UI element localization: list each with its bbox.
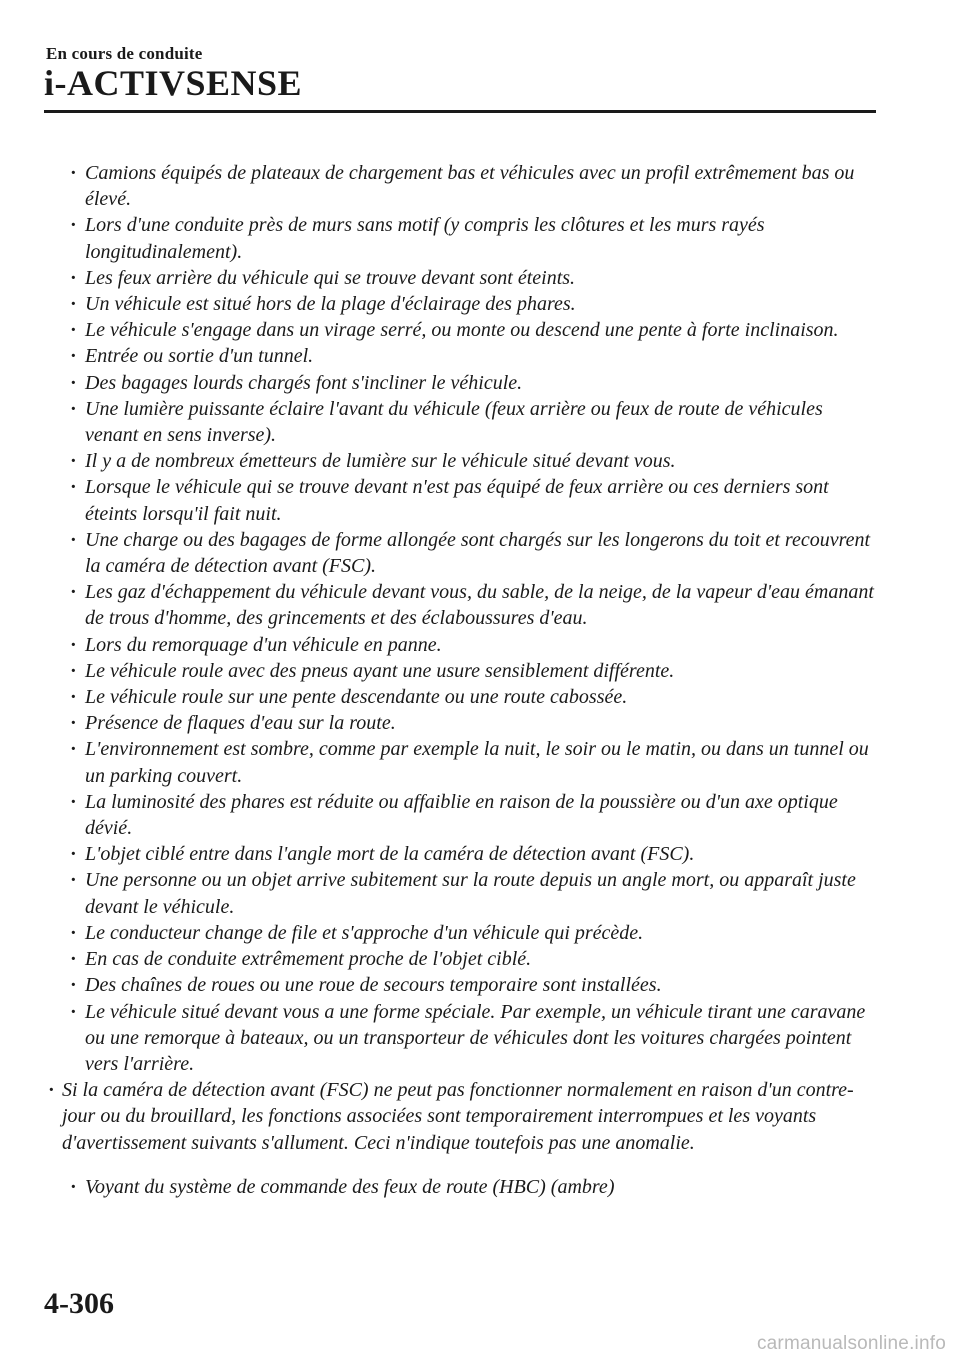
list-item <box>48 343 878 369</box>
list-item <box>48 474 878 526</box>
main-bullet-item <box>48 1077 878 1156</box>
list-item-text: Lors du remorquage d'un véhicule en panne. <box>85 633 442 656</box>
conditions-list <box>48 160 878 1077</box>
list-item-text: L'objet ciblé entre dans l'angle mort de la caméra de détection avant (FSC). <box>85 843 695 866</box>
bullet-mark: · <box>70 921 77 944</box>
bullet-mark: · <box>70 790 77 813</box>
list-item <box>48 212 878 264</box>
bullet-mark: · <box>70 738 77 761</box>
list-item <box>48 789 878 841</box>
list-item-text: En cas de conduite extrêmement proche de l'objet ciblé. <box>85 948 532 971</box>
bullet-mark: · <box>70 319 77 342</box>
list-item <box>48 1174 878 1200</box>
list-item <box>48 684 878 710</box>
indicator-list <box>48 1174 878 1200</box>
bullet-mark: · <box>70 371 77 394</box>
list-item <box>48 972 878 998</box>
page-number: 4-306 <box>44 1287 114 1320</box>
list-item-text: Voyant du système de commande des feux de route (HBC) (ambre) <box>85 1175 615 1198</box>
list-item-text: La luminosité des phares est réduite ou affaiblie en raison de la poussière ou d'un axe optique dévié. <box>85 790 838 840</box>
bullet-mark: · <box>70 659 77 682</box>
list-item <box>48 999 878 1078</box>
list-item-text: Lors d'une conduite près de murs sans motif (y compris les clôtures et les murs rayés longitudinalement). <box>85 214 765 263</box>
list-item-text: Il y a de nombreux émetteurs de lumière sur le véhicule situé devant vous. <box>85 450 676 473</box>
list-item <box>48 946 878 972</box>
list-item-text: Le véhicule s'engage dans un virage serré, ou monte ou descend une pente à forte inclinaison. <box>85 319 839 342</box>
list-item <box>48 710 878 736</box>
list-item-text: Le véhicule roule sur une pente descendante ou une route cabossée. <box>85 686 628 709</box>
list-item-text: Les gaz d'échappement du véhicule devant vous, du sable, de la neige, de la vapeur d'eau émanant de trous d'homme, des grincements et des éclaboussures d'eau. <box>85 581 874 630</box>
list-item <box>48 291 878 317</box>
list-item <box>48 265 878 291</box>
page-title: i-ACTIVSENSE <box>44 63 303 103</box>
list-item-text: Camions équipés de plateaux de chargement bas et véhicules avec un profil extrêmement bas ou élevé. <box>85 162 855 211</box>
bullet-mark: · <box>70 974 77 997</box>
list-item-text: Le véhicule situé devant vous a une forme spéciale. Par exemple, un véhicule tirant une caravane ou une remorque à bateaux, ou un transporteur de véhicules dont les voitures chargées pointent vers l'arrière. <box>85 1000 866 1075</box>
list-item <box>48 396 878 448</box>
list-item <box>48 632 878 658</box>
bullet-mark: · <box>70 214 77 237</box>
list-item <box>48 867 878 919</box>
bullet-mark: · <box>70 266 77 289</box>
bullet-mark: · <box>70 397 77 420</box>
list-item-text: Une lumière puissante éclaire l'avant du véhicule (feux arrière ou feux de route de véhicules venant en sens inverse). <box>85 397 823 447</box>
bullet-mark: · <box>70 633 77 656</box>
main-bullet-text: Si la caméra de détection avant (FSC) ne peut pas fonctionner normalement en raison d'un contre-jour ou du brouillard, les fonctions associées sont temporairement interrompues et les voyants d'avertissement suivants s'allument. Ceci n'indique toutefois pas une anomalie. <box>62 1079 854 1154</box>
list-item <box>48 527 878 579</box>
bullet-mark: · <box>70 450 77 473</box>
list-item-text: Des chaînes de roues ou une roue de secours temporaire sont installées. <box>85 974 662 997</box>
bullet-mark: · <box>70 1000 77 1023</box>
header-divider <box>44 110 876 113</box>
bullet-mark: · <box>70 948 77 971</box>
main-content <box>48 160 878 1200</box>
list-item <box>48 370 878 396</box>
list-item-text: Des bagages lourds chargés font s'incliner le véhicule. <box>85 371 523 394</box>
bullet-mark: · <box>70 581 77 604</box>
list-item <box>48 579 878 631</box>
list-item-text: Les feux arrière du véhicule qui se trouve devant sont éteints. <box>85 266 576 289</box>
list-item <box>48 448 878 474</box>
bullet-mark: · <box>70 843 77 866</box>
list-item-text: Le conducteur change de file et s'approche d'un véhicule qui précède. <box>85 921 644 944</box>
list-item-text: Le véhicule roule avec des pneus ayant une usure sensiblement différente. <box>85 659 675 682</box>
list-item-text: Une charge ou des bagages de forme allongée sont chargés sur les longerons du toit et recouvrent la caméra de détection avant (FSC). <box>85 528 871 578</box>
list-item-text: Un véhicule est situé hors de la plage d'éclairage des phares. <box>85 293 576 316</box>
bullet-mark: · <box>70 528 77 551</box>
bullet-mark: · <box>48 1079 55 1102</box>
watermark: carmanualsonline.info <box>756 1333 946 1354</box>
list-item <box>48 160 878 212</box>
list-item-text: Lorsque le véhicule qui se trouve devant n'est pas équipé de feux arrière ou ces derniers sont éteints lorsqu'il fait nuit. <box>85 476 829 525</box>
list-item <box>48 317 878 343</box>
list-item <box>48 658 878 684</box>
list-item-text: Entrée ou sortie d'un tunnel. <box>85 345 314 368</box>
section-label: En cours de conduite <box>46 44 203 63</box>
bullet-mark: · <box>70 712 77 735</box>
bullet-mark: · <box>70 869 77 892</box>
list-item <box>48 920 878 946</box>
list-item <box>48 841 878 867</box>
bullet-mark: · <box>70 293 77 316</box>
bullet-mark: · <box>70 162 77 184</box>
list-item-text: Une personne ou un objet arrive subitement sur la route depuis un angle mort, ou apparaît juste devant le véhicule. <box>85 869 856 918</box>
bullet-mark: · <box>70 686 77 709</box>
list-item-text: L'environnement est sombre, comme par exemple la nuit, le soir ou le matin, ou dans un tunnel ou un parking couvert. <box>85 738 869 787</box>
bullet-mark: · <box>70 1175 77 1198</box>
bullet-mark: · <box>70 476 77 499</box>
list-item-text: Présence de flaques d'eau sur la route. <box>85 712 396 735</box>
list-item <box>48 736 878 788</box>
bullet-mark: · <box>70 345 77 368</box>
